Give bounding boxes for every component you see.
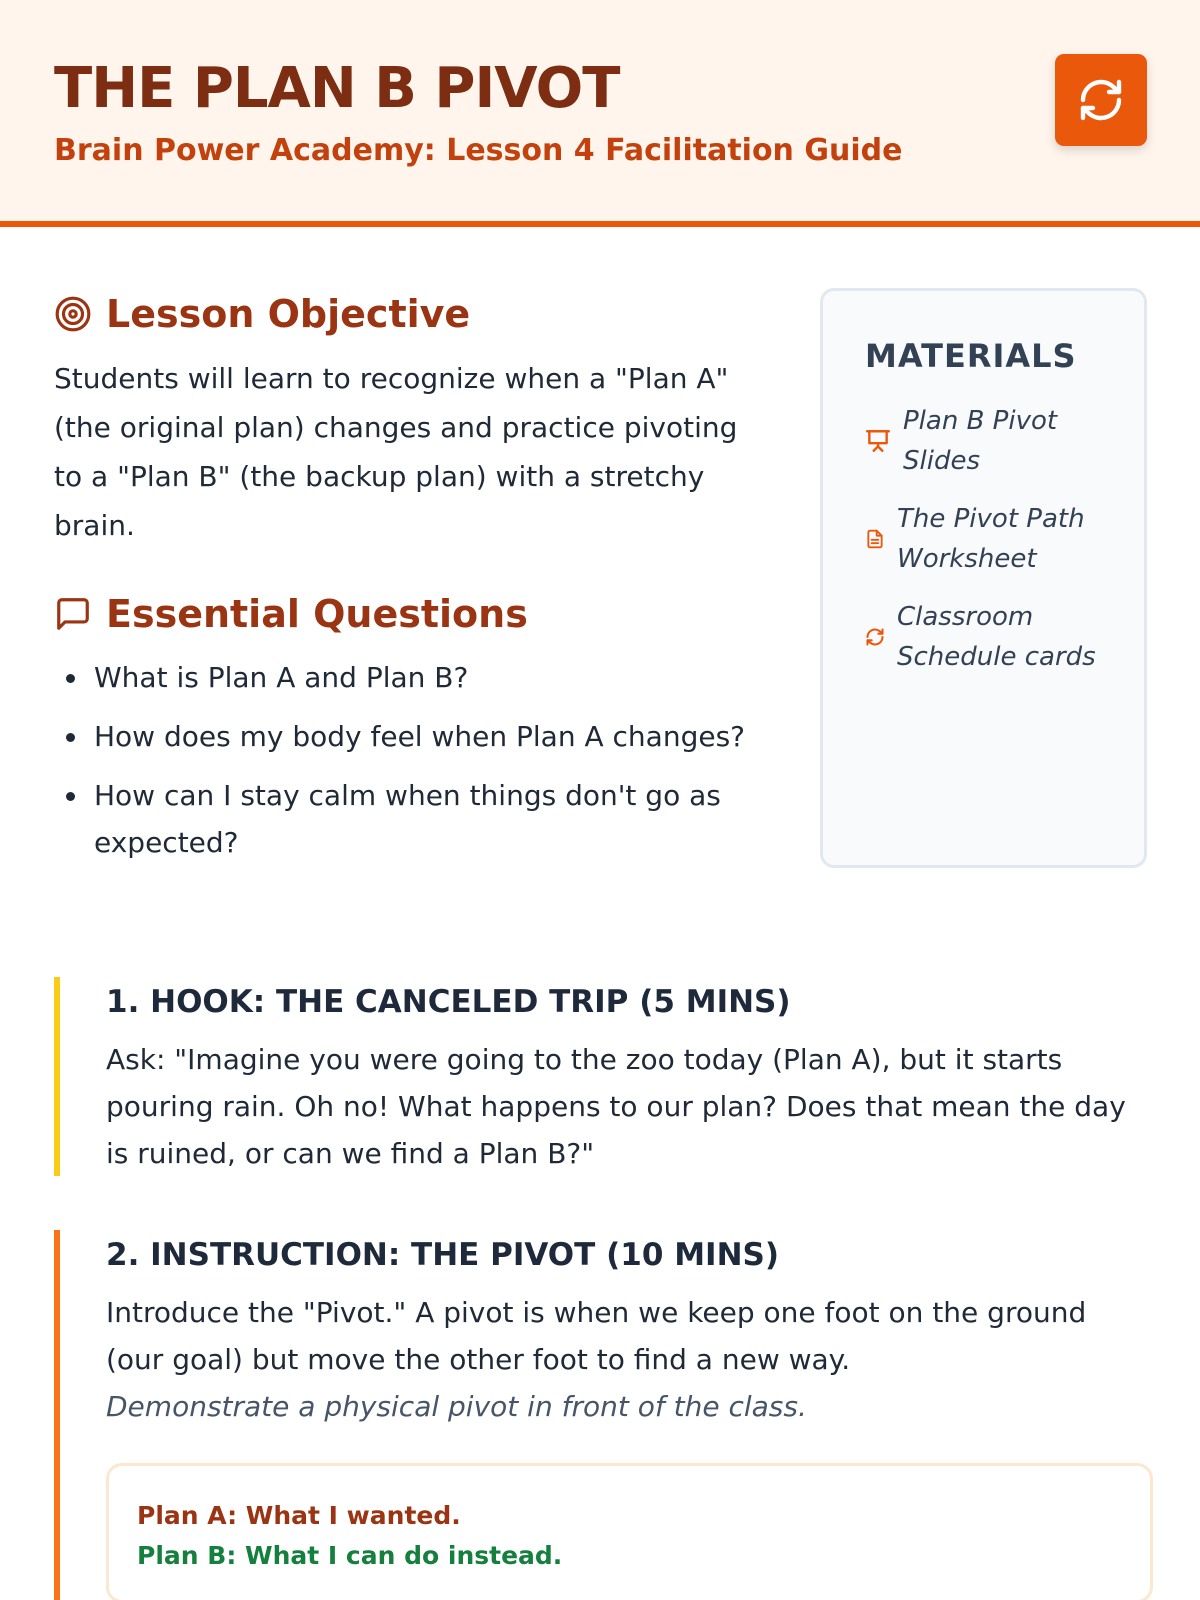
material-label: The Pivot Path Worksheet <box>897 504 1085 574</box>
speech-bubble-icon <box>54 595 92 633</box>
plan-a-text: Plan A: What I wanted. <box>137 1501 461 1530</box>
page-title: THE PLAN B PIVOT <box>54 56 620 121</box>
objective-heading-label: Lesson Objective <box>106 292 471 336</box>
materials-panel <box>820 288 1147 868</box>
question-item: How does my body feel when Plan A changes? <box>54 713 774 760</box>
refresh-button[interactable] <box>1055 54 1147 146</box>
material-label: Plan B Pivot Slides <box>903 406 1058 476</box>
material-label: Classroom Schedule cards <box>897 602 1096 672</box>
refresh-icon <box>865 627 885 647</box>
plan-b-text: Plan B: What I can do instead. <box>137 1541 563 1570</box>
page-header <box>0 0 1200 227</box>
objective-heading <box>54 289 470 339</box>
questions-heading <box>54 589 528 639</box>
question-item: How can I stay calm when things don't go as expected? <box>54 772 774 866</box>
materials-heading: MATERIALS <box>865 337 1077 375</box>
question-item: What is Plan A and Plan B? <box>54 654 774 701</box>
plan-callout <box>106 1463 1153 1600</box>
document-icon <box>865 528 885 550</box>
step-hook <box>54 977 1147 1176</box>
step-title: 2. INSTRUCTION: THE PIVOT (10 MINS) <box>106 1237 780 1273</box>
presentation-icon <box>865 428 891 454</box>
step-text: Introduce the "Pivot." A pivot is when we keep one foot on the ground (our goal) but move the other foot to find a new way. <box>106 1296 1087 1376</box>
material-item-worksheet <box>865 499 1097 579</box>
page-subtitle: Brain Power Academy: Lesson 4 Facilitation Guide <box>54 133 903 168</box>
refresh-icon <box>1077 76 1125 124</box>
essential-questions-list <box>54 654 774 878</box>
objective-text: Students will learn to recognize when a "Plan A" (the original plan) changes and practice pivoting to a "Plan B" (the backup plan) with a stretchy brain. <box>54 362 738 542</box>
step-text: Ask: "Imagine you were going to the zoo today (Plan A), but it starts pouring rain. Oh no! What happens to our plan? Does that mean the day is ruined, or can we find a Plan B?" <box>106 1043 1126 1170</box>
step-instruction <box>54 1230 1147 1600</box>
step-note: Demonstrate a physical pivot in front of the class. <box>106 1390 807 1423</box>
target-icon <box>54 295 92 333</box>
material-item-slides <box>865 401 1083 481</box>
questions-heading-label: Essential Questions <box>106 592 528 636</box>
material-item-schedule-cards <box>865 597 1107 677</box>
step-title: 1. HOOK: THE CANCELED TRIP (5 MINS) <box>106 984 791 1020</box>
